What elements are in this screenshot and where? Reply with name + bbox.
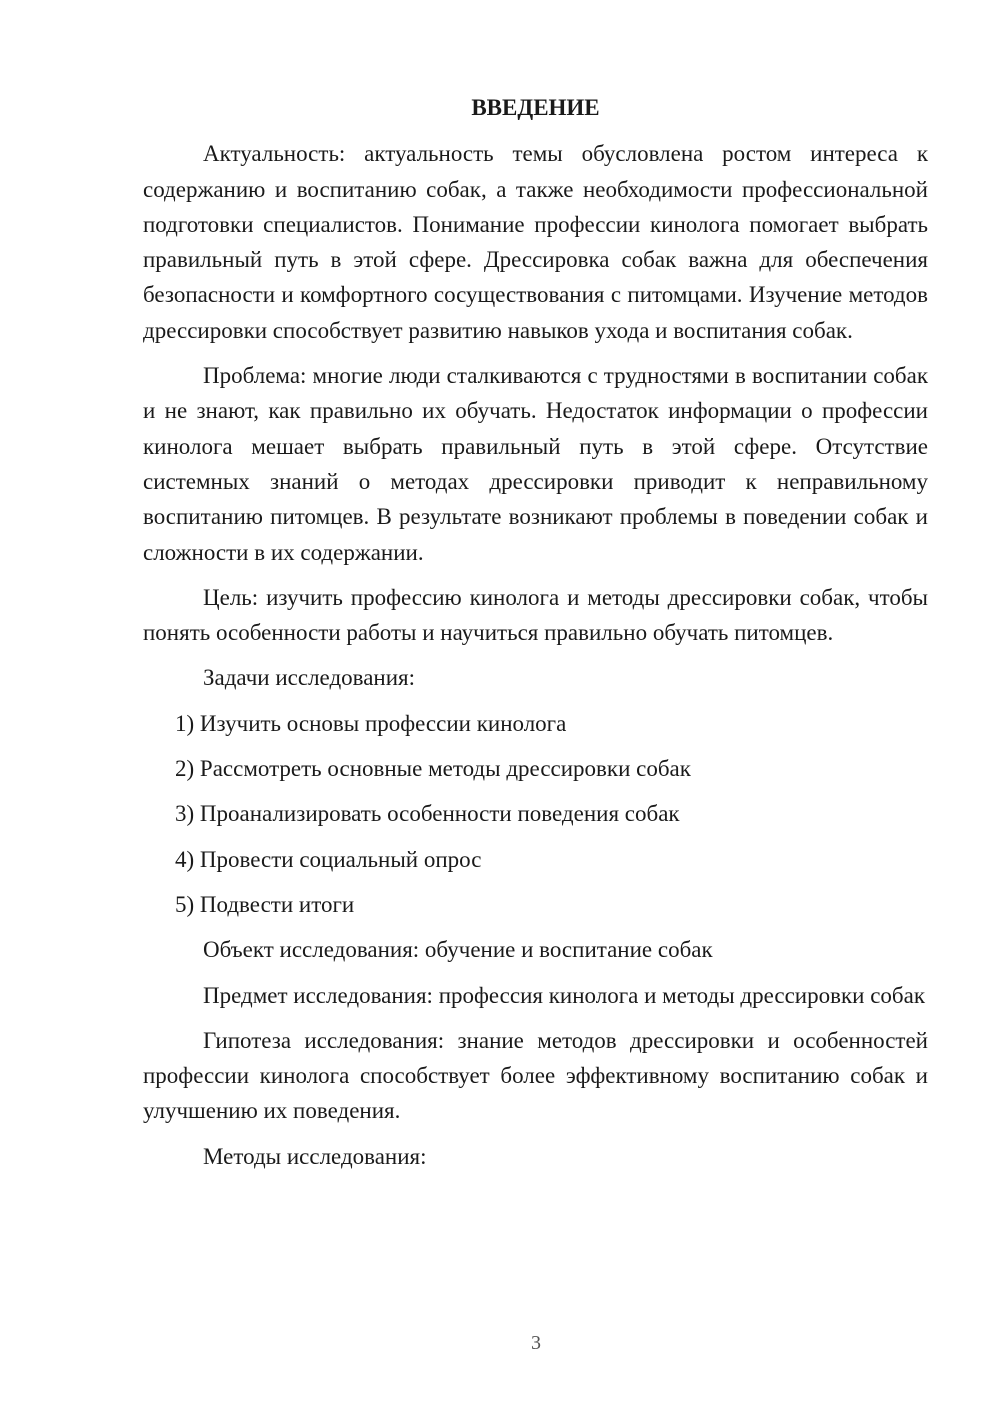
- page-number: 3: [531, 1332, 541, 1354]
- task-item-5: 5) Подвести итоги: [175, 891, 355, 917]
- section-title: ВВЕДЕНИЕ: [471, 95, 600, 120]
- goal-paragraph: Цель: изучить профессию кинолога и методы дрессировки собак, чтобы понять особенности работы и научиться правильно обучать питомцев.: [143, 584, 928, 646]
- task-item-1: 1) Изучить основы профессии кинолога: [175, 710, 567, 736]
- page-content: [143, 90, 928, 1184]
- tasks-heading: Задачи исследования:: [203, 665, 416, 691]
- task-item-2: 2) Рассмотреть основные методы дрессировки собак: [175, 756, 691, 782]
- task-item-4: 4) Провести социальный опрос: [175, 846, 482, 872]
- problem-paragraph: Проблема: многие люди сталкиваются с трудностями в воспитании собак и не знают, как правильно их обучать. Недостаток информации о профессии кинолога мешает выбрать правильный путь в этой сфере. Отсутствие системных знаний о методах дрессировки приводит к неправильному воспитанию питомцев. В результате возникают проблемы в поведении собак и сложности в их содержании.: [143, 363, 928, 565]
- relevance-paragraph: Актуальность: актуальность темы обусловлена ростом интереса к содержанию и воспитанию собак, а также необходимости профессиональной подготовки специалистов. Понимание профессии кинолога помогает выбрать правильный путь в этой сфере. Дрессировка собак важна для обеспечения безопасности и комфортного сосуществования с питомцами. Изучение методов дрессировки способствует развитию навыков ухода и воспитания собак.: [143, 141, 928, 343]
- object-paragraph: Объект исследования: обучение и воспитание собак: [203, 937, 713, 963]
- hypothesis-paragraph: Гипотеза исследования: знание методов дрессировки и особенностей профессии кинолога способствует более эффективному воспитанию собак и улучшению их поведения.: [143, 1027, 928, 1124]
- methods-heading: Методы исследования:: [203, 1143, 427, 1169]
- subject-paragraph: Предмет исследования: профессия кинолога и методы дрессировки собак: [203, 982, 926, 1008]
- task-item-3: 3) Проанализировать особенности поведения собак: [175, 801, 680, 827]
